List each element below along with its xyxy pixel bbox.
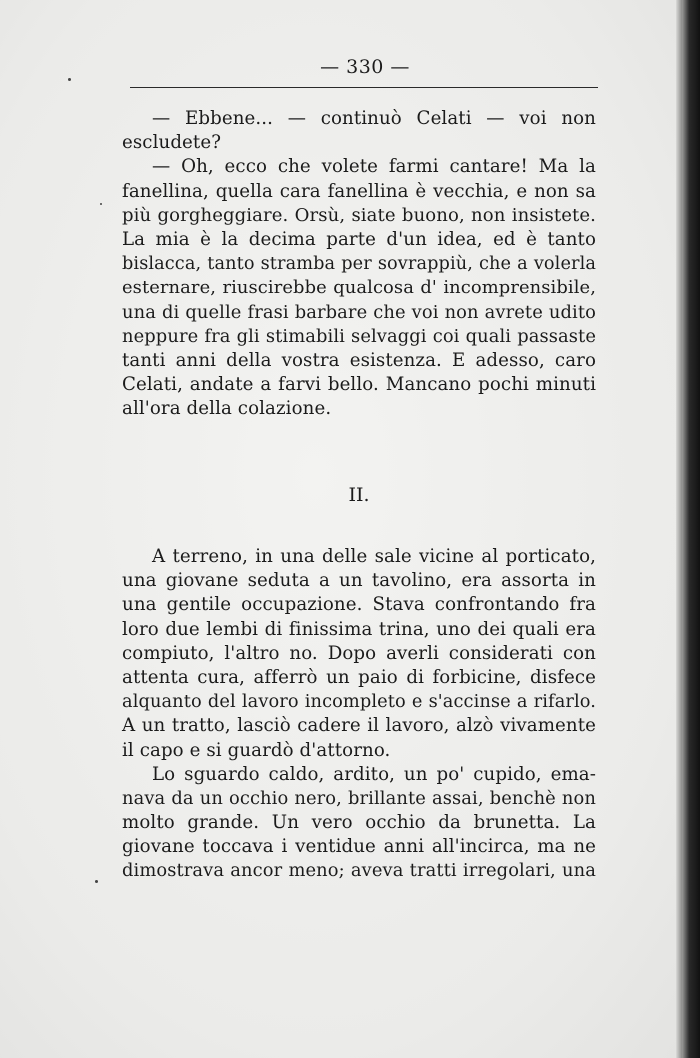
text-line: esternare, riuscirebbe qualcosa d' incomprensibile,	[122, 277, 596, 299]
narrative-paragraphs	[122, 545, 596, 884]
text-line: fanellina, quella cara fanellina è vecchia, e non sa	[122, 180, 596, 202]
paper-speck	[100, 203, 102, 205]
text-line: bislacca, tanto stramba per sovrappiù, che a volerla	[122, 254, 596, 275]
text-line: A terreno, in una delle sale vicine al porticato,	[152, 546, 596, 567]
dialogue-paragraphs	[122, 107, 596, 421]
text-line: molto grande. Un vero occhio da brunetta. La	[122, 812, 596, 834]
paper-speck	[68, 78, 71, 81]
text-line: il capo e si guardò d'attorno.	[122, 739, 391, 761]
header-rule	[130, 87, 598, 88]
text-line: una giovane seduta a un tavolino, era assorta in	[122, 570, 596, 592]
text-line: alquanto del lavoro incompleto e s'accinse a rifarlo.	[122, 691, 596, 713]
text-line: una gentile occupazione. Stava confrontando fra	[122, 594, 596, 616]
text-line: La mia è la decima parte d'un idea, ed è tanto	[122, 228, 596, 250]
text-line: — Ebbene... — continuò Celati — voi non	[152, 108, 596, 129]
text-line: compiuto, l'altro no. Dopo averli considerati con	[122, 642, 596, 664]
text-line: più gorgheggiare. Orsù, siate buono, non insistete.	[122, 204, 596, 226]
text-line: loro due lembi di finissima trina, uno dei quali era	[122, 618, 596, 640]
text-line: neppure fra gli stimabili selvaggi coi quali passaste	[122, 325, 596, 347]
text-line: nava da un occhio nero, brillante assai, benchè non	[122, 787, 596, 809]
text-line: Lo sguardo caldo, ardito, un po' cupido, ema-	[152, 763, 596, 785]
text-line: una di quelle frasi barbare che voi non avrete udito	[122, 301, 596, 323]
text-line: Celati, andate a farvi bello. Mancano pochi minuti	[122, 374, 596, 396]
text-line: all'ora della colazione.	[122, 398, 332, 420]
text-line: escludete?	[122, 132, 222, 154]
text-line: — Oh, ecco che volete farmi cantare! Ma la	[152, 156, 596, 178]
text-line: tanti anni della vostra esistenza. E adesso, caro	[122, 349, 596, 371]
text-line: giovane toccava i ventidue anni all'incirca, ma ne	[122, 836, 596, 858]
text-line: attenta cura, afferrò un paio di forbicine, disfece	[122, 666, 596, 688]
text-line: dimostrava ancor meno; aveva tratti irregolari, una	[122, 860, 596, 882]
chapter-section-heading: II.	[348, 484, 370, 506]
page-number-header: — 330 —	[320, 56, 410, 78]
page-edge	[682, 0, 700, 1058]
text-line: A un tratto, lasciò cadere il lavoro, alzò vivamente	[122, 715, 596, 737]
paper-speck	[95, 880, 98, 883]
